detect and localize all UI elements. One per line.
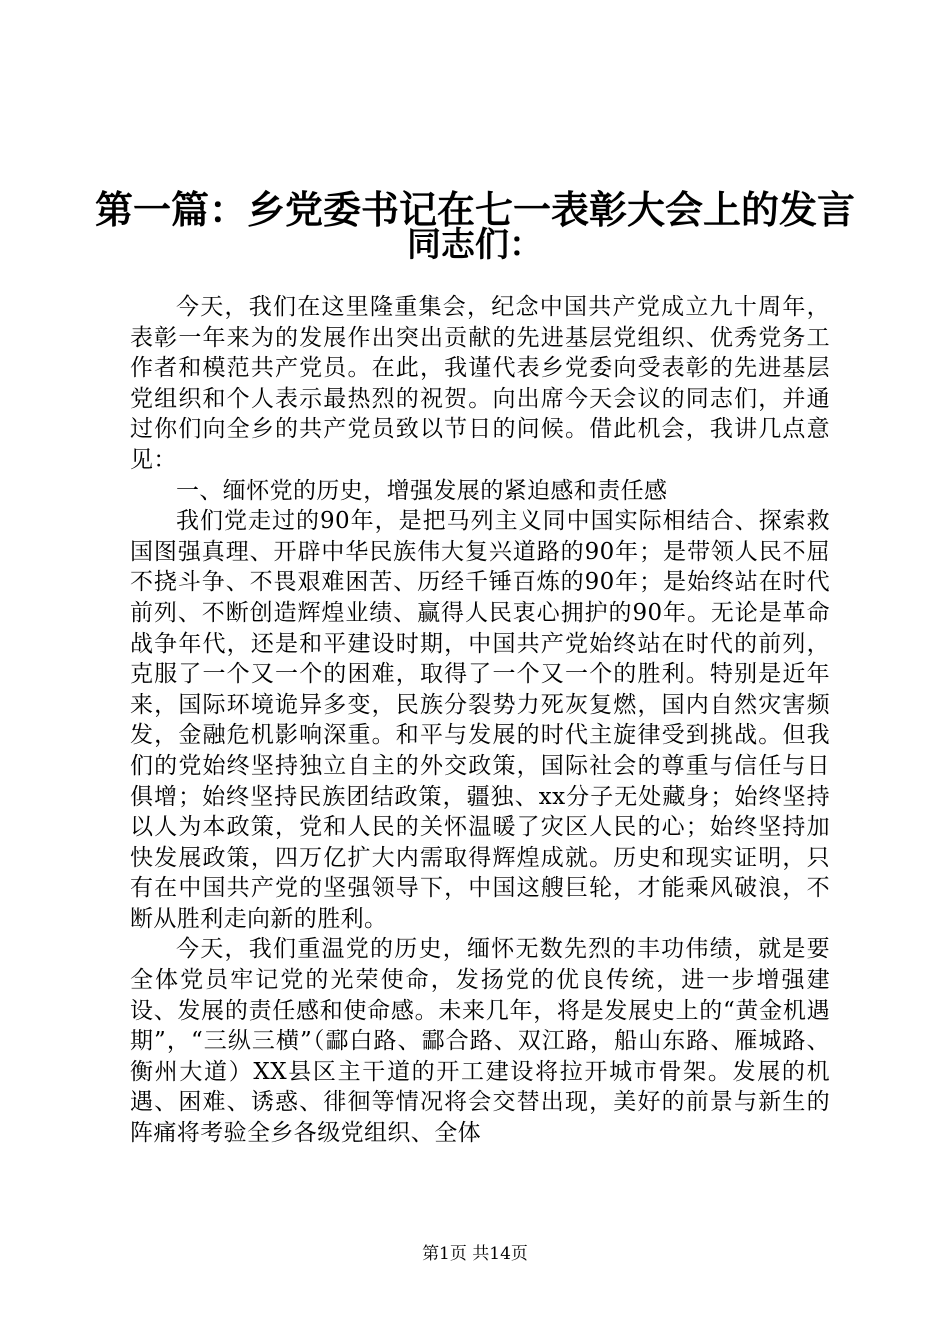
paragraph: 我们党走过的90年，是把马列主义同中国实际相结合、探索救国图强真理、开辟中华民族伟大复兴道路的90年；是带领人民不屈不挠斗争、不畏艰难困苦、历经千锤百炼的90年；是始终站在时代前列、不断创造辉煌业绩、赢得人民衷心拥护的90年。无论是革命战争年代，还是和平建设时期，中国共产党始终站在时代的前列，克服了一个又一个的困难，取得了一个又一个的胜利。特别是近年来，国际环境诡异多变，民族分裂势力死灰复燃，国内自然灾害频发，金融危机影响深重。和平与发展的时代主旋律受到挑战。但我们的党始终坚持独立自主的外交政策，国际社会的尊重与信任与日俱增；始终坚持民族团结政策，疆独、xx分子无处藏身；始终坚持以人为本政策，党和人民的关怀温暖了灾区人民的心；始终坚持加快发展政策，四万亿扩大内需取得辉煌成就。历史和现实证明，只有在中国共产党的坚强领导下，中国这艘巨轮，才能乘风破浪，不断从胜利走向新的胜利。: [130, 508, 830, 932]
salutation: 同志们：: [407, 225, 543, 265]
document-title: 第一篇：乡党委书记在七一表彰大会上的发言: [94, 188, 855, 232]
document-body: [130, 292, 830, 1149]
paragraph: 今天，我们在这里隆重集会，纪念中国共产党成立九十周年，表彰一年来为的发展作出突出贡献的先进基层党组织、优秀党务工作者和模范共产党员。在此，我谨代表乡党委向受表彰的先进基层党组织和个人表示最热烈的祝贺。向出席今天会议的同志们，并通过你们向全乡的共产党员致以节日的问候。借此机会，我讲几点意见：: [130, 294, 830, 473]
page-number: 第1页 共14页: [422, 1244, 528, 1264]
section-heading: 一、缅怀党的历史，增强发展的紧迫感和责任感: [176, 477, 668, 504]
paragraph: 今天，我们重温党的历史，缅怀无数先烈的丰功伟绩，就是要全体党员牢记党的光荣使命，发扬党的优良传统，进一步增强建设、发展的责任感和使命感。未来几年，将是发展史上的“黄金机遇期”，“三纵三横”（酃白路、酃合路、双江路，船山东路、雁城路、衡州大道）XX县区主干道的开工建设将拉开城市骨架。发展的机遇、困难、诱惑、徘徊等情况将会交替出现，美好的前景与新生的阵痛将考验全乡各级党组织、全体: [130, 936, 830, 1147]
